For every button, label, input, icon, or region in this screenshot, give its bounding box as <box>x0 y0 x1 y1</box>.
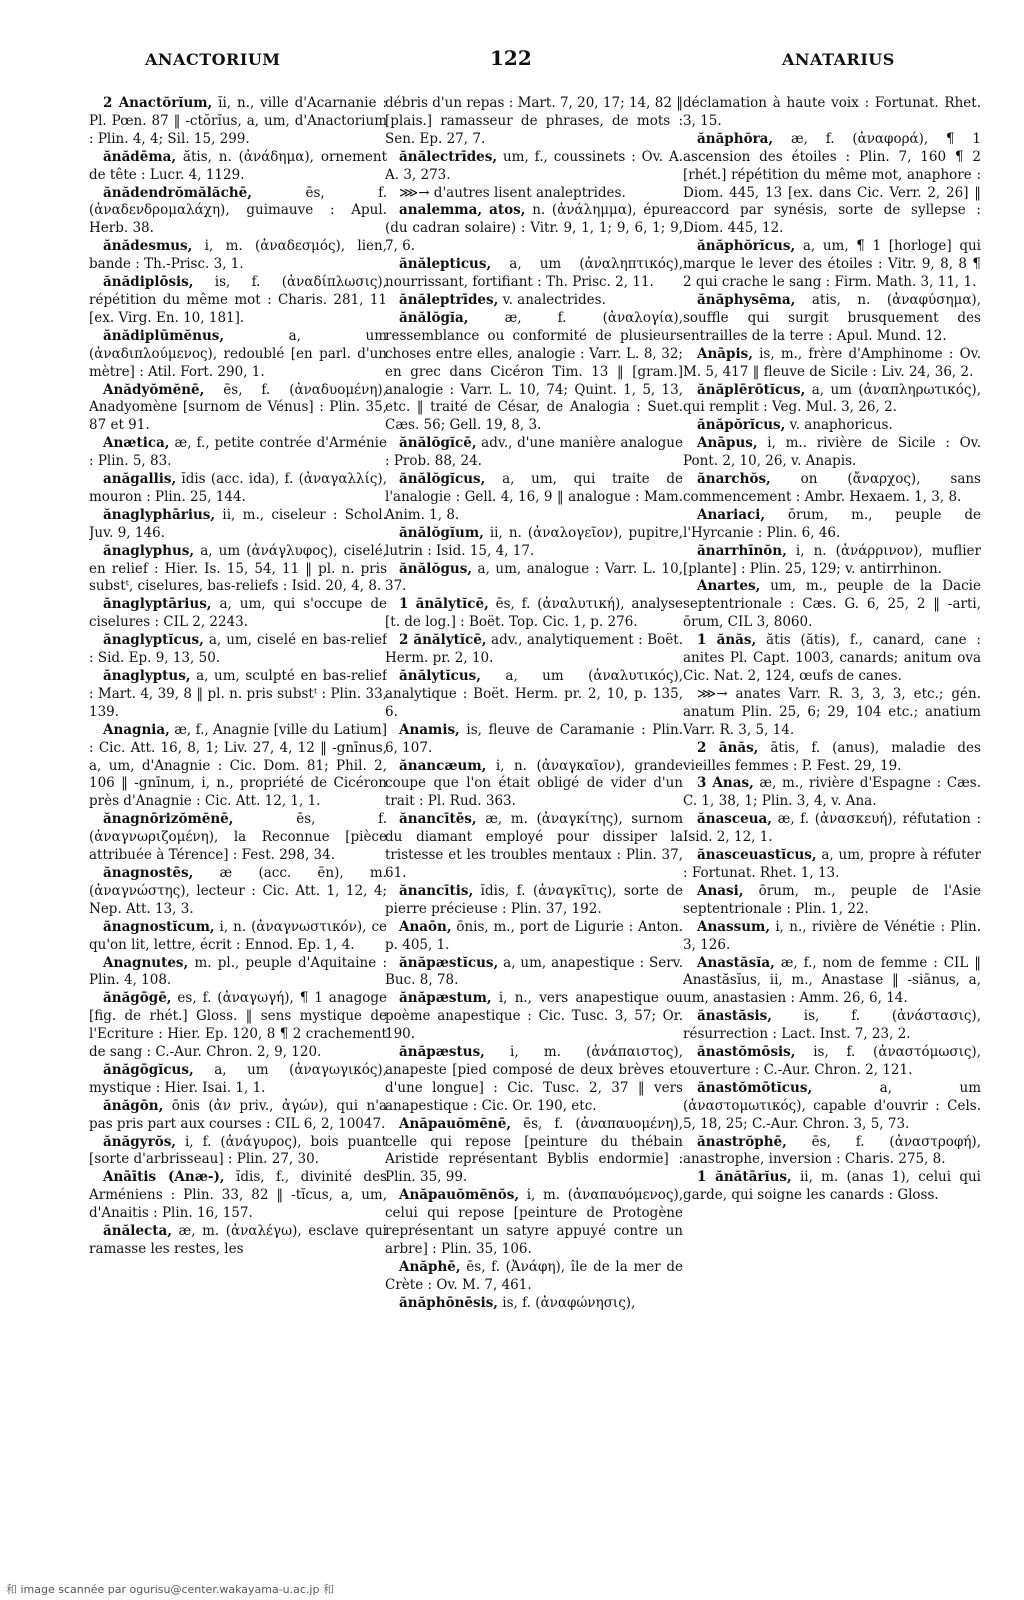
dictionary-entry <box>683 346 981 382</box>
dictionary-entry <box>683 883 981 919</box>
entry-text: æ, f. (ἀναφορά), ¶ 1 ascension des étoiles : Plin. 7, 160 ¶ 2 [rhét.] répétition du même mot, anaphore : Diom. 445, 13 [ex. dans Cic. Verr. 2, 26] ‖ accord par synésis, sorte de syllepse : Diom. 445, 12. <box>683 130 981 237</box>
dictionary-entry <box>683 1169 981 1205</box>
headword: ănastŏmōsis, <box>697 1044 796 1061</box>
dictionary-entry <box>89 1098 387 1134</box>
dictionary-entry <box>385 256 683 292</box>
headword: ănaglyptĭcus, <box>103 632 204 649</box>
entry-text: æ, f., nom de femme : CIL ‖ Anastăsĭus, ii, m., Anastase ‖ -siānus, a, um, anastasien : Amm. 26, 6, 14. <box>683 954 981 1007</box>
dictionary-entry <box>683 382 981 418</box>
headword: ănădēma, <box>103 148 177 165</box>
headword: ănaglyptus, <box>103 668 191 684</box>
dictionary-entry <box>385 883 683 919</box>
dictionary-entry <box>683 632 981 686</box>
dictionary-entry <box>683 95 981 131</box>
dictionary-entry <box>385 811 683 883</box>
dictionary-entry <box>89 238 387 274</box>
entry-text: atis, n. (ἀναφύσημα), souffle qui surgit brusquement des entrailles de la terre : Apul. Mund. 12. <box>683 291 981 344</box>
dictionary-entry <box>89 1062 387 1098</box>
headword: ănastăsis, <box>697 1008 772 1025</box>
entry-text: v. anaphoricus. <box>785 417 893 434</box>
headword: ănălecta, <box>103 1223 172 1240</box>
dictionary-entry <box>385 149 683 185</box>
dictionary-entry <box>89 668 387 722</box>
dictionary-entry <box>89 95 387 149</box>
entry-text: æ, m. (ἀναλέγω), esclave qui ramasse les restes, les <box>89 1223 387 1257</box>
dictionary-entry <box>385 758 683 812</box>
dictionary-entry <box>683 847 981 883</box>
entry-text: is, fleuve de Caramanie : Plin. 6, 107. <box>385 721 683 756</box>
column-1 <box>89 95 387 1565</box>
headword: ănădendrŏmălăchē, <box>103 184 252 201</box>
headword: ănădiplōsis, <box>103 274 194 291</box>
entry-text: ătis (ătis), f., canard, cane : anites Pl. Capt. 1003, canards; anitum ova Cic. Nat. 2, 124, œufs de canes. <box>683 632 981 684</box>
page-number: 122 <box>490 46 532 70</box>
headword: 1 ănălytĭcē, <box>399 596 489 613</box>
entry-text: ĭdis, f. (ἀναγκῖτις), sorte de pierre précieuse : Plin. 37, 192. <box>385 882 683 917</box>
header-first-word: ANACTORIUM <box>145 50 281 69</box>
entry-text: adv., d'une manière analogue : Prob. 88, 24. <box>385 435 683 470</box>
scan-credit: 和 image scannée par ogurisu@center.wakayama-u.ac.jp 和 <box>6 1583 334 1596</box>
entry-text: a, um (ἀναδιπλούμενος), redoublé [en parl. d'un mètre] : Atil. Fort. 290, 1. <box>89 327 387 380</box>
entry-text: ii, m., ciseleur : Schol. Juv. 9, 146. <box>89 506 387 541</box>
dictionary-entry <box>89 382 387 436</box>
entry-text: i, m. (ἀναπαυόμενος), celui qui repose [peinture de Protogène représentant un satyre appuyé contre un arbre] : Plin. 35, 106. <box>385 1187 683 1257</box>
dictionary-entry <box>89 507 387 543</box>
entry-text: æ, f. (ἀναλογία), ressemblance ou conformité de plusieurs choses entre elles, analogie : Varr. L. 8, 32; en grec dans Cicéron Tim. 13 ‖ [gram.] analogie : Varr. L. 10, 74; Quint. 1, 5, 13, etc. ‖ traité de César, de Analogia : Suet. Cæs. 56; Gell. 19, 8, 3. <box>385 309 683 434</box>
headword: Anăpauŏmĕnŏs, <box>399 1187 520 1204</box>
headword: ănăgōn, <box>103 1097 164 1114</box>
entry-text: ēs, f. (Ἀνάφη), île de la mer de Crète : Ov. M. 7, 461. <box>385 1258 683 1293</box>
dictionary-entry <box>683 1008 981 1044</box>
entry-text: a, um (ἀναγωγικός), mystique : Hier. Isai. 1, 1. <box>89 1061 387 1096</box>
headword: ănancītēs, <box>399 811 477 828</box>
headword: ănaglyphus, <box>103 542 195 559</box>
headword: Anastăsĭa, <box>697 954 775 971</box>
entry-text: i, n. (ἀναγνωστικόν), ce qu'on lit, lettre, écrit : Ennod. Ep. 1, 4. <box>89 918 387 953</box>
entry-text: ēs, f. (ἀναστροφή), anastrophe, inversion : Charis. 275, 8. <box>683 1133 981 1168</box>
entry-text: m. pl., peuple d'Aquitaine : Plin. 4, 108. <box>89 954 387 989</box>
entry-text: i, m. (ἀναδεσμός), lien, bande : Th.-Prisc. 3, 1. <box>89 238 387 273</box>
dictionary-entry <box>683 543 981 579</box>
dictionary-entry <box>89 632 387 668</box>
headword: ănălectrīdes, <box>399 148 498 165</box>
entry-text: æ, m. (ἀναγκίτης), surnom du diamant employé pour dissiper la tristesse et les troubles mentaux : Plin. 37, 61. <box>385 811 683 881</box>
headword: Anădyŏmĕnē, <box>103 381 205 398</box>
headword: Anætica, <box>103 435 170 452</box>
entry-text: ēs, f. (ἀναλυτική), analyse [t. de log.] : Boët. Top. Cic. 1, p. 276. <box>385 596 683 631</box>
dictionary-entry <box>89 865 387 919</box>
dictionary-entry <box>385 668 683 722</box>
dictionary-entry <box>385 1187 683 1259</box>
entry-text: is, m., frère d'Amphinome : Ov. M. 5, 417 ‖ fleuve de Sicile : Liv. 24, 36, 2. <box>683 345 981 380</box>
headword: ănagnostĭcum, <box>103 918 215 935</box>
entry-text: ōnis, m., port de Ligurie : Anton. p. 405, 1. <box>385 918 683 953</box>
entry-text: ōrum, m., peuple de l'Asie septentrionale : Plin. 1, 22. <box>683 882 981 917</box>
dictionary-entry <box>89 955 387 991</box>
column-2 <box>385 95 683 1565</box>
entry-text: ătis, n. (ἀνάδημα), ornement de tête : Lucr. 4, 1129. <box>89 148 387 183</box>
headword: 2 ānăs, <box>697 739 759 756</box>
dictionary-entry <box>89 1169 387 1223</box>
dictionary-entry <box>385 561 683 597</box>
dictionary-entry <box>385 1044 683 1116</box>
dictionary-entry <box>89 543 387 597</box>
entry-text: ōrum, m., peuple de l'Hyrcanie : Plin. 6, 46. <box>683 506 981 541</box>
headword: ănădiplūmĕnus, <box>103 327 225 344</box>
entry-text: i, n. (ἀνάρρινον), muflier [plante] : Plin. 25, 129; v. antirrhinon. <box>683 542 981 577</box>
entry-text: ātis, f. (anus), maladie des vieilles femmes : P. Fest. 29, 19. <box>683 739 981 774</box>
headword: ănancītis, <box>399 882 474 899</box>
entry-text: æ, f. (ἀνασκευή), réfutation : Isid. 2, 12, 1. <box>683 811 981 846</box>
headword: 2 Anactŏrĭum, <box>103 95 213 111</box>
entry-text: a, um (ἀναπληρωτικός), qui remplit : Veg. Mul. 3, 26, 2. <box>683 381 981 416</box>
entry-text: n. (ἀνάλημμα), épure (du cadran solaire) : Vitr. 9, 1, 1; 9, 6, 1; 9, 7, 6. <box>385 202 683 255</box>
headword: anăgallis, <box>103 471 177 488</box>
entry-text: a, um, sculpté en bas-relief : Mart. 4, 39, 8 ‖ pl. n. pris substᵗ : Plin. 33, 139. <box>89 668 387 720</box>
headword: Anariaci, <box>697 506 766 523</box>
headword: ănăphōnēsis, <box>399 1294 499 1311</box>
entry-text: is, f. (ἀναδίπλωσις), répétition du même mot : Charis. 281, 11 [ex. Virg. En. 10, 181]. <box>89 274 387 326</box>
headword: ănaglyphārius, <box>103 506 216 523</box>
dictionary-entry <box>683 471 981 507</box>
entry-text: æ, m., rivière d'Espagne : Cæs. C. 1, 38, 1; Plin. 3, 4, v. Ana. <box>683 775 981 810</box>
entry-text: is, f. (ἀνάστασις), résurrection : Lact. Inst. 7, 23, 2. <box>683 1008 981 1043</box>
header-last-word: ANATARIUS <box>782 50 895 69</box>
headword: 1 ănătārĭus, <box>697 1169 792 1186</box>
dictionary-entry <box>683 1134 981 1170</box>
dictionary-entry <box>89 328 387 382</box>
dictionary-entry <box>385 292 683 310</box>
headword: ănagnōrizŏmĕnē, <box>103 811 234 828</box>
headword: Anăpauŏmĕnē, <box>399 1115 512 1132</box>
dictionary-entry <box>89 185 387 239</box>
column-3 <box>683 95 981 1565</box>
headword: ănastrŏphē, <box>697 1133 787 1150</box>
headword: ănăpŏrĭcus, <box>697 417 786 434</box>
entry-text: v. analectrides. <box>498 291 606 308</box>
headword: ănălŏgĭum, <box>399 524 484 541</box>
headword: Anasi, <box>697 882 744 899</box>
headword: 2 ănălytĭcē, <box>399 632 487 649</box>
entry-text: a, um (ἀνάγλυφος), ciselé, en relief : Hier. Is. 15, 54, 11 ‖ pl. n. pris substᵗ, ciselures, bas-reliefs : Isid. 20, 4, 8. <box>89 542 387 595</box>
headword: Anăphē, <box>399 1258 461 1275</box>
headword: ănăphŏra, <box>697 130 774 147</box>
entry-text: i, n., rivière de Vénétie : Plin. 3, 126. <box>683 918 981 953</box>
dictionary-entry <box>89 811 387 865</box>
headword: ănădesmus, <box>103 238 193 255</box>
dictionary-entry <box>385 310 683 435</box>
dictionary-entry <box>683 238 981 292</box>
entry-text: ⋙→ d'autres lisent analeptrides. <box>399 184 626 201</box>
dictionary-entry <box>385 722 683 758</box>
entry-text: ēs, f. (ἀναπαυομένη), celle qui repose [peinture du thébain Aristide représentant Byblis endormie] : Plin. 35, 99. <box>385 1115 683 1186</box>
dictionary-entry <box>89 990 387 1062</box>
dictionary-entry <box>385 632 683 668</box>
headword: ănălepticus, <box>399 256 492 273</box>
entry-text: ĭdis (acc. ida), f. (ἀναγαλλίς), mouron : Plin. 25, 144. <box>89 471 387 505</box>
dictionary-entry <box>683 417 981 435</box>
headword: 3 Anas, <box>697 775 754 792</box>
headword: ănălŏgĭcē, <box>399 435 477 452</box>
headword: ănagnostēs, <box>103 864 194 881</box>
headword: ănăleptrīdes, <box>399 291 499 308</box>
dictionary-entry <box>385 955 683 991</box>
running-header <box>0 46 1024 80</box>
headword: ănastŏmōtĭcus, <box>697 1079 813 1096</box>
headword: Anagnia, <box>103 721 170 738</box>
headword: ănăgyrŏs, <box>103 1133 177 1150</box>
dictionary-entry <box>683 507 981 543</box>
headword: ănăgōgē, <box>103 990 172 1007</box>
entry-text: a, um, ciselé en bas-relief : Sid. Ep. 9, 13, 50. <box>89 632 387 667</box>
dictionary-entry <box>683 740 981 776</box>
dictionary-entry <box>683 775 981 811</box>
headword: ănaglyptārius, <box>103 596 212 613</box>
entry-text: ēs, f. (ἀναδενδρομαλάχη), guimauve : Apul. Herb. 38. <box>89 184 387 237</box>
entry-text: æ, f., Anagnie [ville du Latium] : Cic. Att. 16, 8, 1; Liv. 27, 4, 12 ‖ -gnīnus, a, um, d'Anagnie : Cic. Dom. 81; Phil. 2, 106 ‖ -gnīnum, i, n., propriété de Cicéron près d'Anagnie : Cic. Att. 12, 1, 1. <box>89 721 387 810</box>
dictionary-entry <box>89 274 387 328</box>
headword: Anamis, <box>399 721 460 738</box>
entry-text: is, f. (ἀναφώνησις), <box>498 1294 636 1311</box>
entry-text: æ (acc. ēn), m. (ἀναγνώστης), lecteur : Cic. Att. 1, 12, 4; Nep. Att. 13, 3. <box>89 864 387 917</box>
entry-text: on (ἄναρχος), sans commencement : Ambr. Hexaem. 1, 3, 8. <box>683 471 981 505</box>
headword: Anāītis (Anæ-), <box>103 1169 225 1186</box>
entry-text: i, n. (ἀναγκαῖον), grande coupe que l'on était obligé de vider d'un trait : Pl. Rud. 363. <box>385 757 683 810</box>
entry-text: ĭi, n., ville d'Acarnanie : Pl. Pœn. 87 ‖ -ctŏrĭus, a, um, d'Anactorium : Plin. 4, 4; Sil. 15, 299. <box>89 95 387 147</box>
entry-text: i, m. (ἀνάπαιστος), anapeste [pied composé de deux brèves et d'une longue] : Cic. Tusc. 2, 37 ‖ vers anapestique : Cic. Or. 190, etc. <box>385 1044 683 1114</box>
dictionary-entry <box>683 811 981 847</box>
dictionary-entry <box>89 1134 387 1170</box>
dictionary-entry <box>683 955 981 1009</box>
headword: ănălŏgĭcus, <box>399 471 486 488</box>
entry-text: æ, f., petite contrée d'Arménie : Plin. 5, 83. <box>89 435 387 470</box>
headword: Anagnutes, <box>103 954 189 971</box>
headword: ănăpæstĭcus, <box>399 954 499 971</box>
dictionary-entry <box>89 435 387 471</box>
entry-text: a, um, qui s'occupe de ciselures : CIL 2, 2243. <box>89 596 387 631</box>
dictionary-entry <box>385 1116 683 1188</box>
headword: ănarchŏs, <box>697 471 771 488</box>
dictionary-entry <box>385 990 683 1044</box>
entry-text: i, f. (ἀνάγυρος), bois puant [sorte d'arbrisseau] : Plin. 27, 30. <box>89 1133 387 1168</box>
headword: ănasceuastĭcus, <box>697 847 817 864</box>
dictionary-entry <box>385 435 683 471</box>
entry-text: ōnis (ἀν priv., ἀγών), qui n'a pas pris part aux courses : CIL 6, 2, 10047. <box>89 1097 387 1132</box>
entry-text: a, um (ἀναστομωτικός), capable d'ouvrir : Cels. 5, 18, 25; C.-Aur. Chron. 3, 5, 73. <box>683 1079 981 1132</box>
dictionary-entry <box>89 722 387 812</box>
headword: analemma, atos, <box>399 202 526 219</box>
entry-text: a, um, analogue : Varr. L. 10, 37. <box>385 560 683 595</box>
headword: Anartes, <box>697 578 761 595</box>
headword: Anāpis, <box>697 345 753 362</box>
entry-text: a, um, ¶ 1 [horloge] qui marque le lever des étoiles : Vitr. 9, 8, 8 ¶ 2 qui crache le sang : Firm. Math. 3, 11, 1. <box>683 238 981 291</box>
dictionary-entry <box>385 1259 683 1295</box>
dictionary-entry <box>385 525 683 561</box>
entry-text: ⋙→ anates Varr. R. 3, 3, 3, etc.; gén. anatum Plin. 25, 6; 29, 104 etc.; anatium Varr. R. 3, 5, 14. <box>683 685 981 738</box>
entry-text: ēs, f. (ἀναδυομένη), Anadyomène [surnom de Vénus] : Plin. 35, 87 et 91. <box>89 381 387 434</box>
headword: ănăplērōtĭcus, <box>697 381 806 398</box>
dictionary-entry <box>385 202 683 256</box>
headword: Anāpus, <box>697 435 758 452</box>
entry-text: i, m.. rivière de Sicile : Ov. Pont. 2, 10, 26, v. Anapis. <box>683 435 981 470</box>
dictionary-entry <box>385 1295 683 1313</box>
entry-text: débris d'un repas : Mart. 7, 20, 17; 14, 82 ‖ [plais.] ramasseur de phrases, de mots : Sen. Ep. 27, 7. <box>385 95 683 147</box>
headword: ănălŏgus, <box>399 560 472 577</box>
headword: ănălytĭcus, <box>399 668 481 684</box>
entry-text: adv., analytiquement : Boët. Herm. pr. 2, 10. <box>385 632 683 667</box>
dictionary-entry <box>385 95 683 149</box>
dictionary-entry <box>89 149 387 185</box>
headword: ănăpæstus, <box>399 1044 485 1061</box>
entry-text: a, um, anapestique : Serv. Buc. 8, 78. <box>385 954 683 989</box>
dictionary-entry <box>683 1044 981 1080</box>
entry-text: ĭdis, f., divinité des Arméniens : Plin. 33, 82 ‖ -tĭcus, a, um, d'Anaitis : Plin. 16, 157. <box>89 1169 387 1222</box>
entry-text: ii, m. (anas 1), celui qui garde, qui soigne les canards : Gloss. <box>683 1169 981 1204</box>
dictionary-entry <box>683 131 981 238</box>
entry-text: um, f., coussinets : Ov. A. A. 3, 273. <box>385 148 683 183</box>
entry-text: a, um (ἀναλυτικός), analytique : Boët. Herm. pr. 2, 10, p. 135, 6. <box>385 668 683 720</box>
headword: ănăpæstum, <box>399 990 492 1007</box>
entry-text: ii, n. (ἀναλογεῖον), pupitre, lutrin : Isid. 15, 4, 17. <box>385 524 683 559</box>
entry-text: a, um, qui traite de l'analogie : Gell. 4, 16, 9 ‖ analogue : Mam. Anim. 1, 8. <box>385 471 683 523</box>
headword: ănăphŏrĭcus, <box>697 238 796 255</box>
dictionary-entry <box>385 471 683 525</box>
dictionary-entry <box>683 292 981 346</box>
dictionary-entry <box>89 471 387 507</box>
dictionary-entry <box>89 596 387 632</box>
dictionary-entry <box>89 919 387 955</box>
dictionary-entry <box>385 596 683 632</box>
entry-text: a, um (ἀναληπτικός), nourrissant, fortifiant : Th. Prisc. 2, 11. <box>385 256 683 291</box>
dictionary-entry <box>683 435 981 471</box>
headword: ănălŏgĭa, <box>399 309 469 326</box>
headword: ănăphysēma, <box>697 291 796 308</box>
entry-text: is, f. (ἀναστόμωσις), ouverture : C.-Aur. Chron. 2, 121. <box>683 1044 981 1078</box>
headword: ănancæum, <box>399 757 487 774</box>
dictionary-entry <box>683 686 981 740</box>
dictionary-entry <box>683 1080 981 1134</box>
entry-text: ēs, f. (ἀναγνωριζομένη), la Reconnue [pièce attribuée à Térence] : Fest. 298, 34. <box>89 811 387 864</box>
dictionary-entry <box>385 185 683 203</box>
dictionary-entry <box>683 578 981 632</box>
headword: 1 ănăs, <box>697 632 757 649</box>
headword: ănăgōgĭcus, <box>103 1061 194 1078</box>
entry-text: a, um, propre à réfuter : Fortunat. Rhet. 1, 13. <box>683 847 981 881</box>
headword: Anaōn, <box>399 918 452 935</box>
headword: ănasceua, <box>697 811 772 828</box>
entry-text: um, m., peuple de la Dacie septentrionale : Cæs. G. 6, 25, 2 ‖ -arti, ōrum, CIL 3, 8060. <box>683 578 981 631</box>
headword: ănarrhīnŏn, <box>697 542 787 559</box>
dictionary-entry <box>89 1223 387 1259</box>
dictionary-entry <box>385 919 683 955</box>
entry-text: déclamation à haute voix : Fortunat. Rhet. 3, 15. <box>683 95 981 129</box>
entry-text: es, f. (ἀναγωγή), ¶ 1 anagoge [fig. de rhét.] Gloss. ‖ sens mystique de l'Ecriture : Hier. Ep. 120, 8 ¶ 2 crachement de sang : C.-Aur. Chron. 2, 9, 120. <box>89 990 387 1061</box>
entry-text: i, n., vers anapestique ou poème anapestique : Cic. Tusc. 3, 57; Or. 190. <box>385 990 683 1043</box>
dictionary-entry <box>683 919 981 955</box>
headword: Anassum, <box>697 918 771 935</box>
